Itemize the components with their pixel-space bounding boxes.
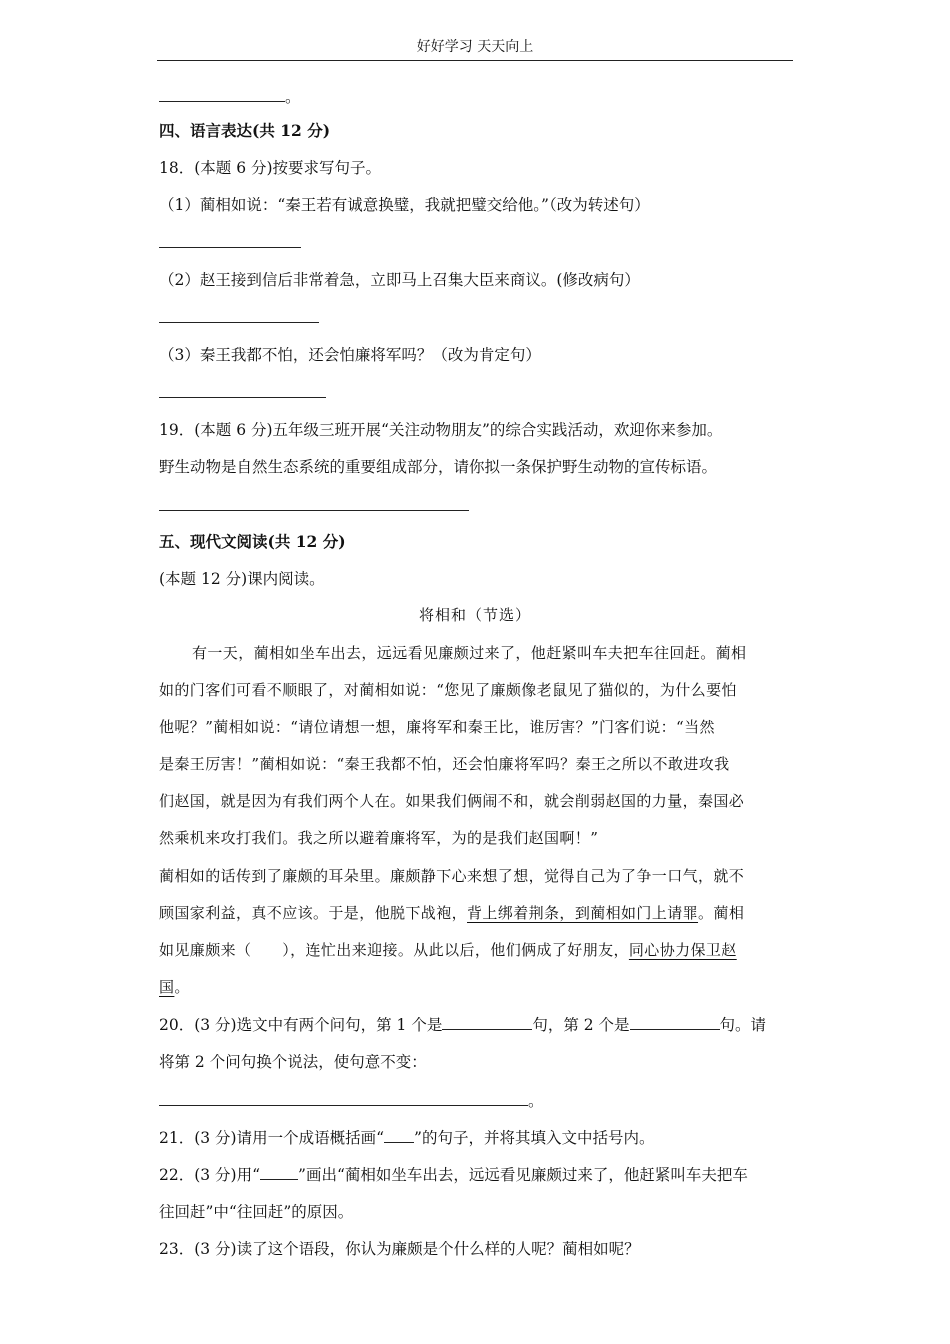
q21 xyxy=(159,1126,654,1148)
q21-underline-mark xyxy=(384,1129,414,1143)
prev-answer-blank[interactable] xyxy=(159,87,285,102)
q18-sub2: （2）赵王接到信后非常着急，立即马上召集大臣来商议。(修改病句） xyxy=(159,271,640,289)
q20-text-b: 句，第 2 个是 xyxy=(532,1016,630,1034)
q18-sub3-answer-line[interactable] xyxy=(159,397,326,398)
q19-answer-line[interactable] xyxy=(159,510,469,511)
q18-sub1-answer-line[interactable] xyxy=(159,247,301,248)
passage-p1-line2: 如的门客们可看不顺眼了，对蔺相如说：“您见了廉颇像老鼠见了猫似的，为什么要怕 xyxy=(159,681,737,699)
q20-answer xyxy=(159,1089,544,1111)
q20-answer-tail: 。 xyxy=(528,1092,544,1110)
passage-p1-line1: 有一天，蔺相如坐车出去，远远看见廉颇过来了，他赶紧叫车夫把车往回赶。蔺相 xyxy=(192,644,747,662)
q22-underline-mark xyxy=(260,1166,298,1180)
p2-line3-text-a: 如见廉颇来（ ），连忙出来迎接。从此以后，他们俩成了好朋友， xyxy=(159,941,629,959)
prev-answer-tail: 。 xyxy=(285,88,301,106)
q20-answer-line[interactable] xyxy=(159,1091,528,1106)
reading-title: 将相和（节选） xyxy=(418,606,531,624)
passage-p1-line3: 他呢？”蔺相如说：“请位请想一想，廉将军和秦王比，谁厉害？”门客们说：“当然 xyxy=(159,718,715,736)
p2-line2-text-b: 。蔺相 xyxy=(698,904,745,922)
q20-text-c: 句。请 xyxy=(719,1016,767,1034)
passage-p2-line4 xyxy=(159,976,190,997)
q23: 23．(3 分)读了这个语段，你认为廉颇是个什么样的人呢？蔺相如呢？ xyxy=(159,1240,640,1258)
underlined-phrase: 同心协力保卫赵 xyxy=(628,941,737,959)
q20-line2: 将第 2 个问句换个说法，使句意不变： xyxy=(159,1053,427,1071)
header-rule xyxy=(157,60,793,61)
passage-p2-line2 xyxy=(159,902,744,923)
q22-line2: 往回赶”中“往回赶”的原因。 xyxy=(159,1203,354,1221)
passage-p2-line3 xyxy=(159,939,737,960)
page-header: 好好学习 天天向上 xyxy=(416,39,534,55)
q22-line1 xyxy=(159,1163,748,1185)
section4-title: 四、语言表达(共 12 分) xyxy=(159,121,331,140)
passage-p1-line5: 们赵国，就是因为有我们两个人在。如果我们俩闹不和，就会削弱赵国的力量，秦国必 xyxy=(159,792,745,810)
q20-blank-1[interactable] xyxy=(442,1015,532,1030)
q18-stem: 18．(本题 6 分)按要求写句子。 xyxy=(159,159,382,177)
p2-line4-text-b: 。 xyxy=(174,978,190,996)
q18-sub1: （1）蔺相如说：“秦王若有诚意换璧，我就把璧交给他。”（改为转述句） xyxy=(159,196,650,214)
passage-p1-line4: 是秦王厉害！”蔺相如说：“秦王我都不怕，还会怕廉将军吗？秦王之所以不敢进攻我 xyxy=(159,755,730,773)
q18-sub3: （3）秦王我都不怕，还会怕廉将军吗？（改为肯定句） xyxy=(159,346,541,364)
q20-text-a: 20．(3 分)选文中有两个问句，第 1 个是 xyxy=(159,1016,443,1034)
q18-sub2-answer-line[interactable] xyxy=(159,322,319,323)
q20-line1 xyxy=(159,1013,766,1035)
passage-p2-line1: 蔺相如的话传到了廉颇的耳朵里。廉颇静下心来想了想，觉得自己为了争一口气，就不 xyxy=(159,867,745,885)
q21-text-a: 21．(3 分)请用一个成语概括画“ xyxy=(159,1129,385,1147)
underlined-phrase-end: 国 xyxy=(159,978,175,996)
q22-text-b: ”画出“蔺相如坐车出去，远远看见廉颇过来了，他赶紧叫车夫把车 xyxy=(298,1166,748,1184)
q21-text-b: ”的句子，并将其填入文中括号内。 xyxy=(414,1129,655,1147)
q20-blank-2[interactable] xyxy=(630,1015,720,1030)
q19-line2: 野生动物是自然生态系统的重要组成部分，请你拟一条保护野生动物的宣传标语。 xyxy=(159,458,718,476)
section5-title: 五、现代文阅读(共 12 分) xyxy=(159,532,346,551)
underlined-sentence: 背上绑着荆条，到蔺相如门上请罪 xyxy=(467,904,699,922)
passage-p1-line6: 然乘机来攻打我们。我之所以避着廉将军，为的是我们赵国啊！” xyxy=(159,829,599,847)
reading-intro: (本题 12 分)课内阅读。 xyxy=(159,570,325,588)
prev-answer xyxy=(159,85,301,107)
q22-text-a: 22．(3 分)用“ xyxy=(159,1166,261,1184)
p2-line2-text-a: 顾国家利益，真不应该。于是，他脱下战袍， xyxy=(159,904,468,922)
q19-stem: 19．(本题 6 分)五年级三班开展“关注动物朋友”的综合实践活动，欢迎你来参加。 xyxy=(159,421,723,439)
